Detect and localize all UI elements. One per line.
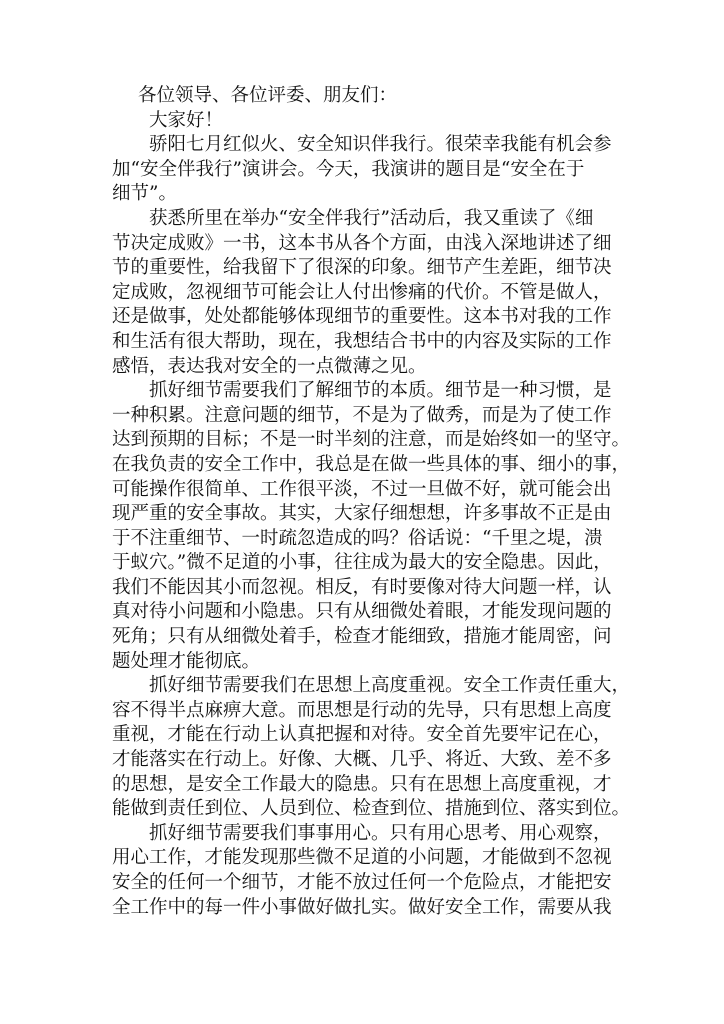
paragraph-1	[112, 133, 618, 207]
paragraph-line: 节决定成败》一书，这本书从各个方面，由浅入深地讲述了细	[112, 232, 612, 254]
paragraph-4	[112, 674, 631, 822]
paragraph-line: 的思想，是安全工作最大的隐患。只有在思想上高度重视，才	[112, 773, 612, 795]
paragraph-line: 加“安全伴我行”演讲会。今天，我演讲的题目是“安全在于	[112, 158, 585, 180]
paragraph-line: 获悉所里在举办“安全伴我行”活动后，我又重读了《细	[149, 207, 594, 229]
paragraph-line: 重视，才能在行动上认真把握和对待。安全首先要牢记在心，	[112, 724, 612, 746]
paragraph-3	[112, 379, 631, 674]
paragraph-2	[112, 207, 618, 379]
paragraph-line: 细节”。	[112, 183, 177, 205]
paragraph-line: 达到预期的目标；不是一时半刻的注意，而是始终如一的坚守。	[112, 429, 631, 451]
paragraph-line: 一种积累。注意问题的细节，不是为了做秀，而是为了使工作	[112, 404, 612, 426]
greeting-line: 大家好！	[149, 109, 224, 131]
paragraph-line: 可能操作很简单、工作很平淡，不过一旦做不好，就可能会出	[112, 478, 612, 500]
paragraph-line: 现严重的安全事故。其实，大家仔细想想，许多事故不正是由	[112, 503, 612, 525]
paragraph-line: 感悟，表达我对安全的一点微薄之见。	[112, 355, 427, 377]
paragraph-line: 和生活有很大帮助，现在，我想结合书中的内容及实际的工作	[112, 330, 612, 352]
paragraph-5	[112, 822, 618, 920]
paragraph-line: 骄阳七月红似火、安全知识伴我行。很荣幸我能有机会参	[149, 134, 612, 156]
paragraph-line: 还是做事，处处都能够体现细节的重要性。这本书对我的工作	[112, 306, 612, 328]
paragraph-line: 能做到责任到位、人员到位、检查到位、措施到位、落实到位。	[112, 798, 631, 820]
paragraph-line: 才能落实在行动上。好像、大概、几乎、将近、大致、差不多	[112, 749, 612, 771]
paragraph-line: 于不注重细节、一时疏忽造成的吗？俗话说：“千里之堤，溃	[112, 527, 603, 549]
salutation-line: 各位领导、各位评委、朋友们：	[138, 85, 398, 106]
paragraph-line: 真对待小问题和小隐患。只有从细微处着眼，才能发现问题的	[112, 601, 612, 623]
paragraph-line: 定成败，忽视细节可能会让人付出惨痛的代价。不管是做人，	[112, 281, 612, 303]
paragraph-line: 全工作中的每一件小事做好做扎实。做好安全工作，需要从我	[112, 896, 612, 918]
paragraph-line: 在我负责的安全工作中，我总是在做一些具体的事、细小的事，	[112, 453, 631, 475]
paragraph-line: 安全的任何一个细节，才能不放过任何一个危险点，才能把安	[112, 872, 612, 893]
paragraph-line: 题处理才能彻底。	[112, 650, 261, 672]
paragraph-line: 抓好细节需要我们事事用心。只有用心思考、用心观察，	[149, 822, 612, 844]
paragraph-line: 死角；只有从细微处着手，检查才能细致，措施才能周密，问	[112, 626, 612, 648]
paragraph-line: 抓好细节需要我们在思想上高度重视。安全工作责任重大，	[149, 675, 631, 697]
paragraph-line: 节的重要性，给我留下了很深的印象。细节产生差距，细节决	[112, 257, 612, 279]
document-page	[112, 84, 631, 920]
paragraph-line: 抓好细节需要我们了解细节的本质。细节是一种习惯，是	[149, 380, 612, 402]
paragraph-line: 于蚁穴。”微不足道的小事，往往成为最大的安全隐患。因此，	[112, 552, 612, 574]
paragraph-line: 我们不能因其小而忽视。相反，有时要像对待大问题一样，认	[112, 576, 612, 598]
paragraph-line: 容不得半点麻痹大意。而思想是行动的先导，只有思想上高度	[112, 699, 612, 721]
paragraph-line: 用心工作，才能发现那些微不足道的小问题，才能做到不忽视	[112, 847, 612, 869]
